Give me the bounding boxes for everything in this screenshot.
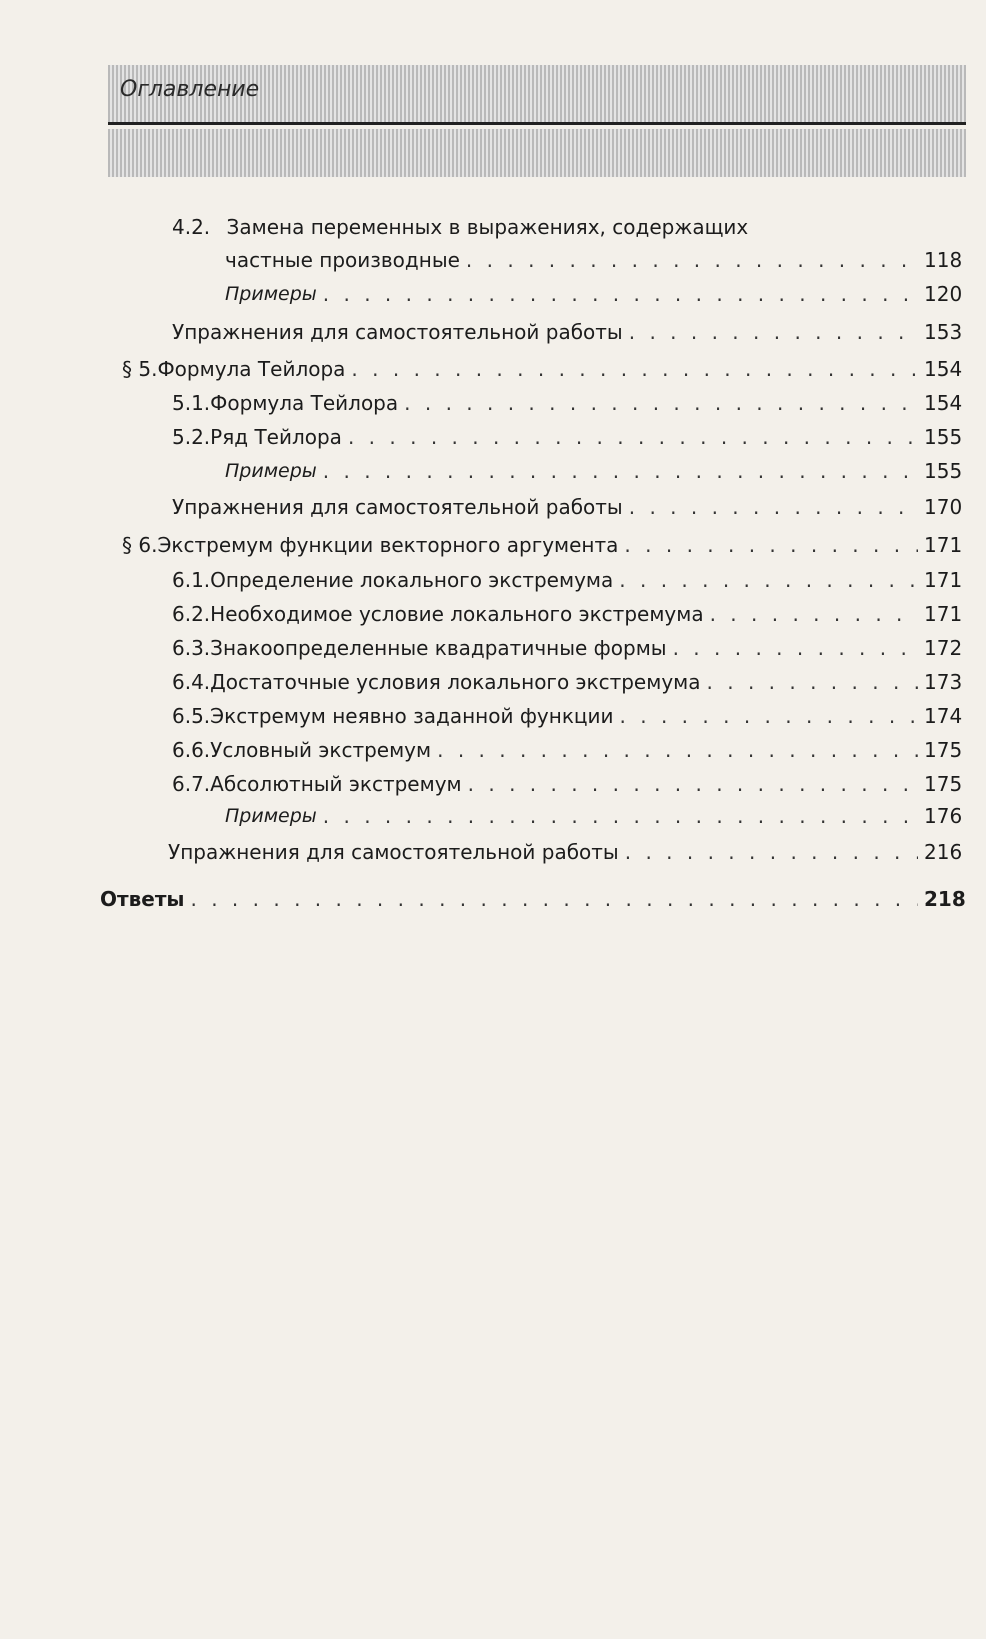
toc-entry-number: 6.5. xyxy=(172,704,211,728)
toc-entry-page: 118 xyxy=(924,248,963,272)
toc-entry-section-5[interactable] xyxy=(122,354,962,382)
toc-entry-answers[interactable] xyxy=(100,884,966,912)
dot-leader xyxy=(191,886,919,912)
toc-entry-title: Упражнения для самостоятельной работы xyxy=(172,495,623,519)
toc-entry-title: Замена переменных в выражениях, содержащих xyxy=(226,215,749,239)
toc-entry-exercises[interactable] xyxy=(172,492,962,520)
toc-entry-page: 171 xyxy=(924,568,963,592)
toc-entry-title: Ответы xyxy=(100,887,185,911)
toc-entry-page: 175 xyxy=(924,738,963,762)
toc-entry-page: 155 xyxy=(924,459,963,483)
toc-entry-title: Примеры xyxy=(225,283,317,305)
toc-entry-examples[interactable] xyxy=(225,279,962,307)
dot-leader xyxy=(629,494,918,520)
dot-leader xyxy=(404,390,918,416)
header-rule xyxy=(108,122,966,125)
dot-leader xyxy=(707,669,918,695)
toc-entry-examples[interactable] xyxy=(225,801,962,829)
toc-entry-number: 6.2. xyxy=(172,602,211,626)
dot-leader xyxy=(323,458,918,484)
dot-leader xyxy=(437,737,918,763)
toc-entry-page: 173 xyxy=(924,670,963,694)
toc-entry-page: 174 xyxy=(924,704,963,728)
dot-leader xyxy=(619,567,918,593)
toc-entry-page: 154 xyxy=(924,391,963,415)
toc-entry-4-2-line1 xyxy=(172,214,748,240)
toc-entry-number: 6.4. xyxy=(172,670,211,694)
dot-leader xyxy=(673,635,918,661)
toc-entry-page: 216 xyxy=(924,840,963,864)
dot-leader xyxy=(624,532,918,558)
toc-entry-title-continued: частные производные xyxy=(225,248,460,272)
dot-leader xyxy=(348,424,918,450)
running-header xyxy=(108,65,966,177)
toc-entry-title: Формула Тейлора xyxy=(210,391,399,415)
toc-entry-page: 171 xyxy=(924,602,963,626)
toc-entry-page: 153 xyxy=(924,320,963,344)
toc-entry-title: Ряд Тейлора xyxy=(210,425,342,449)
toc-entry-number: § 5. xyxy=(122,357,158,381)
toc-entry-title: Необходимое условие локального экстремума xyxy=(210,602,704,626)
header-hatch-bottom xyxy=(108,129,966,177)
toc-entry-title: Экстремум неявно заданной функции xyxy=(210,704,614,728)
toc-entry-page: 218 xyxy=(924,887,966,911)
toc-entry-5-2[interactable] xyxy=(172,422,962,450)
dot-leader xyxy=(466,247,918,273)
toc-entry-number: 5.1. xyxy=(172,391,211,415)
toc-entry-title: Знакоопределенные квадратичные формы xyxy=(210,636,667,660)
dot-leader xyxy=(710,601,918,627)
dot-leader xyxy=(625,839,918,865)
toc-entry-page: 120 xyxy=(924,282,963,306)
toc-entry-6-5[interactable] xyxy=(172,701,962,729)
toc-entry-4-2-line2[interactable] xyxy=(225,245,962,273)
toc-entry-exercises[interactable] xyxy=(168,837,962,865)
toc-entry-title: Абсолютный экстремум xyxy=(210,772,462,796)
toc-entry-number: 6.6. xyxy=(172,738,211,762)
header-title: Оглавление xyxy=(120,77,260,102)
toc-entry-6-3[interactable] xyxy=(172,633,962,661)
toc-entry-6-1[interactable] xyxy=(172,565,962,593)
toc-entry-6-2[interactable] xyxy=(172,599,962,627)
toc-entry-number: 4.2. xyxy=(172,215,211,239)
toc-entry-number: 5.2. xyxy=(172,425,211,449)
toc-entry-title: Примеры xyxy=(225,460,317,482)
dot-leader xyxy=(351,356,918,382)
dot-leader xyxy=(620,703,918,729)
toc-entry-6-6[interactable] xyxy=(172,735,962,763)
dot-leader xyxy=(629,319,918,345)
toc-entry-page: 155 xyxy=(924,425,963,449)
toc-entry-page: 170 xyxy=(924,495,963,519)
toc-entry-exercises[interactable] xyxy=(172,317,962,345)
toc-entry-title: Примеры xyxy=(225,805,317,827)
toc-entry-title: Условный экстремум xyxy=(210,738,432,762)
toc-entry-title: Экстремум функции векторного аргумента xyxy=(157,533,619,557)
toc-entry-number: 6.7. xyxy=(172,772,211,796)
toc-entry-number: 6.1. xyxy=(172,568,211,592)
dot-leader xyxy=(323,281,918,307)
toc-entry-page: 172 xyxy=(924,636,963,660)
toc-entry-page: 154 xyxy=(924,357,963,381)
toc-entry-6-4[interactable] xyxy=(172,667,962,695)
toc-entry-title: Определение локального экстремума xyxy=(210,568,614,592)
toc-entry-examples[interactable] xyxy=(225,456,962,484)
toc-entry-title: Упражнения для самостоятельной работы xyxy=(168,840,619,864)
toc-entry-page: 175 xyxy=(924,772,963,796)
toc-entry-number: § 6. xyxy=(122,533,158,557)
toc-entry-number: 6.3. xyxy=(172,636,211,660)
dot-leader xyxy=(468,771,918,797)
dot-leader xyxy=(323,803,918,829)
toc-entry-6-7[interactable] xyxy=(172,769,962,797)
toc-entry-section-6[interactable] xyxy=(122,530,962,558)
toc-entry-page: 171 xyxy=(924,533,963,557)
toc-entry-title: Упражнения для самостоятельной работы xyxy=(172,320,623,344)
toc-entry-5-1[interactable] xyxy=(172,388,962,416)
toc-entry-title: Достаточные условия локального экстремума xyxy=(210,670,701,694)
toc-entry-page: 176 xyxy=(924,804,963,828)
toc-entry-title: Формула Тейлора xyxy=(157,357,346,381)
